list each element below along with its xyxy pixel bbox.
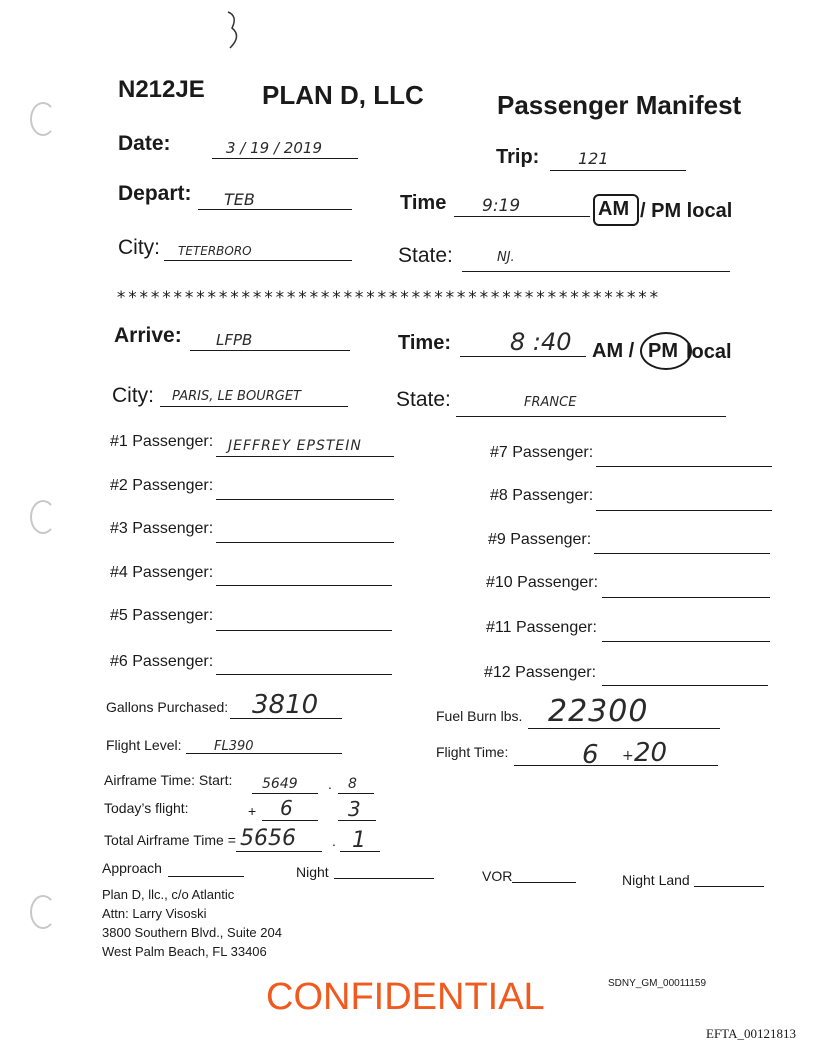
fuel-burn-underline bbox=[528, 728, 720, 729]
date-label: Date: bbox=[118, 132, 171, 155]
today-flight-tenth: 3 bbox=[348, 797, 361, 821]
flight-time-underline bbox=[514, 765, 718, 766]
night-land-underline bbox=[694, 886, 764, 887]
vor-underline bbox=[512, 882, 576, 883]
airframe-start-underline bbox=[252, 793, 318, 794]
depart-value: TEB bbox=[224, 190, 255, 209]
passenger-label: #7 Passenger: bbox=[490, 444, 594, 461]
flight-level-value: FL390 bbox=[214, 739, 254, 754]
depart-time-underline bbox=[454, 216, 590, 217]
fuel-burn-label: Fuel Burn lbs. bbox=[436, 708, 523, 724]
vor-label: VOR bbox=[482, 868, 513, 884]
total-airframe-underline bbox=[236, 851, 322, 852]
arrive-underline bbox=[190, 350, 350, 351]
punch-hole-bottom bbox=[30, 895, 56, 929]
depart-state-label: State: bbox=[398, 244, 453, 267]
today-flight-plus: + bbox=[248, 803, 257, 819]
depart-pm-local-label: / PM local bbox=[640, 200, 733, 222]
flight-time-minutes: 20 bbox=[634, 738, 668, 768]
airframe-start-tenth: 8 bbox=[348, 776, 357, 792]
passenger-label: #8 Passenger: bbox=[490, 487, 594, 504]
arrive-local-label: local bbox=[686, 341, 732, 363]
passenger-underline bbox=[216, 456, 394, 457]
approach-underline bbox=[168, 876, 244, 877]
address-line: West Palm Beach, FL 33406 bbox=[102, 944, 267, 959]
today-flight-whole: 6 bbox=[280, 796, 293, 820]
tail-number: N212JE bbox=[118, 76, 205, 103]
asterisk-separator: ************************************************ bbox=[116, 288, 661, 308]
passenger-underline bbox=[216, 499, 394, 500]
depart-time-label: Time bbox=[400, 192, 447, 214]
night-underline bbox=[334, 878, 434, 879]
passenger-label: #3 Passenger: bbox=[110, 520, 214, 537]
passenger-label: #5 Passenger: bbox=[110, 607, 214, 624]
passenger-underline bbox=[594, 553, 770, 554]
night-label: Night bbox=[296, 864, 329, 880]
depart-state-underline bbox=[462, 271, 730, 272]
arrive-city-label: City: bbox=[112, 384, 154, 407]
passenger-underline bbox=[602, 685, 768, 686]
date-underline bbox=[212, 158, 358, 159]
arrive-time-value: 8 :40 bbox=[510, 328, 572, 356]
total-airframe-label: Total Airframe Time = bbox=[104, 832, 236, 848]
flight-level-label: Flight Level: bbox=[106, 737, 182, 753]
depart-am-label: AM bbox=[598, 198, 630, 220]
punch-hole-middle bbox=[30, 500, 56, 534]
total-airframe-dot: . bbox=[332, 833, 336, 849]
passenger-label: #10 Passenger: bbox=[486, 574, 599, 591]
passenger-underline bbox=[216, 674, 392, 675]
passenger-underline bbox=[596, 466, 772, 467]
today-flight-tenth-underline bbox=[338, 820, 376, 821]
passenger-label: #11 Passenger: bbox=[486, 619, 597, 636]
passenger-label: #4 Passenger: bbox=[110, 564, 214, 581]
passenger-label: #9 Passenger: bbox=[488, 531, 592, 548]
arrive-pm-label: PM bbox=[648, 340, 678, 362]
passenger-name: JEFFREY EPSTEIN bbox=[228, 438, 362, 454]
arrive-city-underline bbox=[160, 406, 348, 407]
fuel-burn-value: 22300 bbox=[548, 694, 649, 729]
total-airframe-tenth: 1 bbox=[352, 828, 366, 853]
arrive-value: LFPB bbox=[216, 331, 253, 349]
night-land-label: Night Land bbox=[622, 872, 690, 888]
arrive-label: Arrive: bbox=[114, 324, 182, 347]
airframe-start-whole: 5649 bbox=[262, 776, 298, 792]
depart-city-value: TETERBORO bbox=[178, 244, 252, 258]
flight-level-underline bbox=[186, 753, 342, 754]
confidential-stamp: CONFIDENTIAL bbox=[266, 976, 545, 1018]
airframe-start-tenth-underline bbox=[338, 793, 374, 794]
passenger-label: #12 Passenger: bbox=[484, 664, 597, 681]
gallons-label: Gallons Purchased: bbox=[106, 699, 229, 715]
today-flight-underline bbox=[262, 820, 318, 821]
passenger-label: #2 Passenger: bbox=[110, 477, 214, 494]
address-line: Attn: Larry Visoski bbox=[102, 906, 207, 921]
passenger-underline bbox=[602, 597, 770, 598]
date-value: 3 / 19 / 2019 bbox=[226, 139, 322, 157]
arrive-time-label: Time: bbox=[398, 332, 451, 354]
arrive-am-label: AM / bbox=[592, 340, 635, 362]
trip-underline bbox=[550, 170, 686, 171]
passenger-label: #6 Passenger: bbox=[110, 653, 214, 670]
passenger-label: #1 Passenger: bbox=[110, 433, 214, 450]
bates-number-efta: EFTA_00121813 bbox=[706, 1026, 796, 1041]
today-flight-label: Today’s flight: bbox=[104, 800, 189, 816]
passenger-underline bbox=[602, 641, 770, 642]
arrive-state-value: FRANCE bbox=[524, 395, 577, 410]
depart-label: Depart: bbox=[118, 182, 192, 205]
passenger-underline bbox=[216, 585, 392, 586]
address-line: Plan D, llc., c/o Atlantic bbox=[102, 887, 235, 902]
depart-city-underline bbox=[164, 260, 352, 261]
trip-value: 121 bbox=[578, 149, 609, 168]
gallons-value: 3810 bbox=[252, 690, 319, 720]
trip-label: Trip: bbox=[496, 146, 540, 168]
gallons-underline bbox=[230, 718, 342, 719]
page-title: Passenger Manifest bbox=[497, 90, 742, 120]
address-line: 3800 Southern Blvd., Suite 204 bbox=[102, 925, 282, 940]
airframe-start-dot: . bbox=[328, 776, 332, 792]
flight-time-hours: 6 bbox=[582, 740, 599, 770]
passenger-underline bbox=[216, 630, 392, 631]
airframe-start-label: Airframe Time: Start: bbox=[104, 772, 233, 788]
flight-time-separator: + bbox=[622, 748, 634, 764]
depart-time-value: 9:19 bbox=[482, 196, 521, 216]
depart-state-value: NJ. bbox=[497, 250, 515, 265]
depart-underline bbox=[198, 209, 352, 210]
company-name: PLAN D, LLC bbox=[262, 80, 424, 110]
depart-city-label: City: bbox=[118, 236, 160, 259]
arrive-state-label: State: bbox=[396, 388, 451, 411]
flight-time-label: Flight Time: bbox=[436, 744, 509, 760]
approach-label: Approach bbox=[102, 860, 162, 876]
total-airframe-tenth-underline bbox=[340, 851, 380, 852]
passenger-underline bbox=[216, 542, 394, 543]
total-airframe-whole: 5656 bbox=[240, 826, 296, 851]
bates-number-sdny: SDNY_GM_00011159 bbox=[608, 978, 707, 989]
passenger-underline bbox=[596, 510, 772, 511]
arrive-city-value: PARIS, LE BOURGET bbox=[172, 389, 301, 404]
punch-hole-top bbox=[30, 102, 56, 136]
pen-mark bbox=[222, 10, 246, 52]
arrive-time-underline bbox=[460, 356, 586, 357]
arrive-state-underline bbox=[456, 416, 726, 417]
